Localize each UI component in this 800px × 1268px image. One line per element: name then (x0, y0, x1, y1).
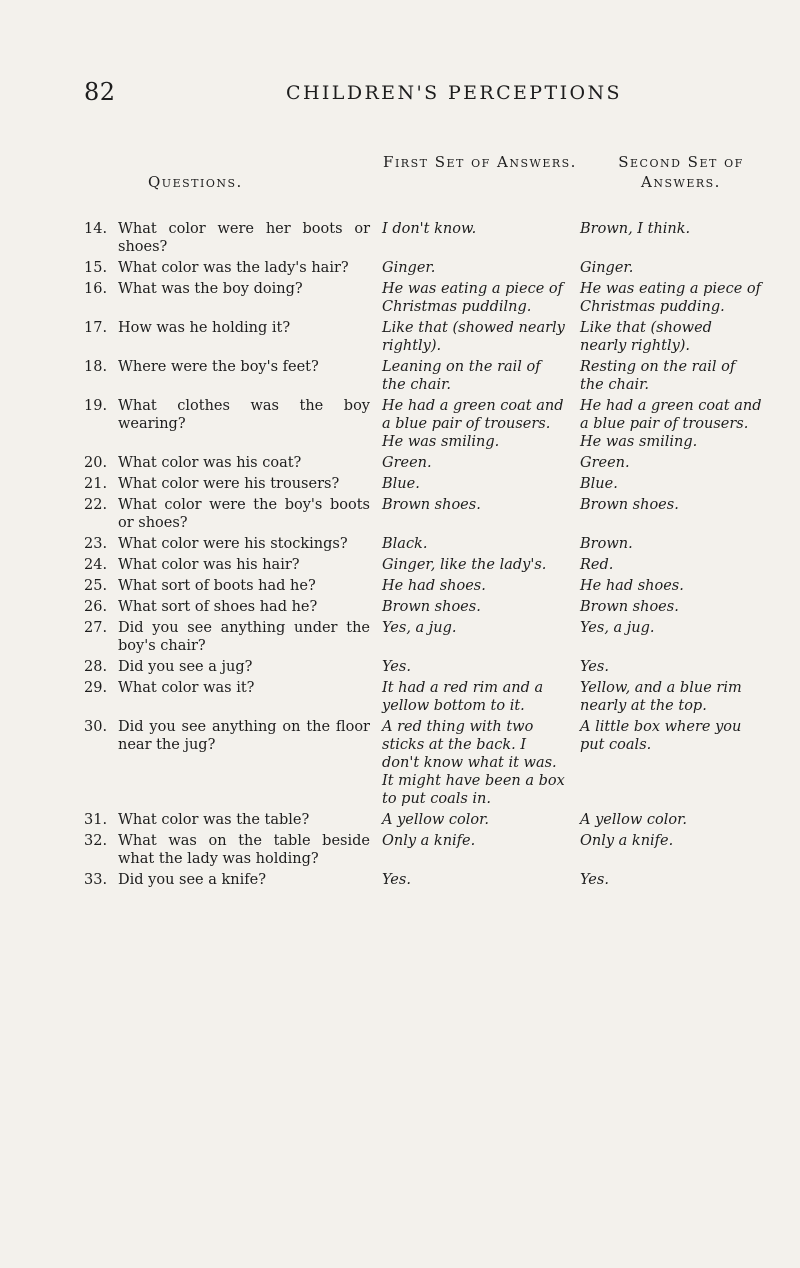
first-set-column-header: First Set of Answers. (383, 153, 577, 171)
question-text: Where were the boy's feet? (118, 359, 319, 375)
second-answer: Yes. (580, 659, 609, 675)
question-number: 18. (84, 359, 108, 375)
first-answer: Yes. (382, 872, 411, 888)
question-text: What color were his trousers? (118, 476, 340, 492)
first-answer: Green. (382, 455, 432, 471)
table-row (84, 535, 746, 553)
column-headers (92, 152, 746, 192)
question-text: What color was the lady's hair? (118, 260, 349, 276)
question-number: 15. (84, 260, 108, 276)
question-text: How was he holding it? (118, 320, 291, 336)
table-row (84, 358, 746, 394)
first-answer: I don't know. (382, 221, 477, 237)
question-number: 24. (84, 557, 108, 573)
question-number: 27. (84, 620, 108, 636)
first-answer: Leaning on the rail of the chair. (382, 359, 541, 393)
table-row (84, 454, 746, 472)
question-text: What clothes was the boy wearing? (118, 398, 370, 432)
question-text: What sort of boots had he? (118, 578, 316, 594)
first-answer: A red thing with two sticks at the back. I don't know what it was. It might have been a box to put coals in. (382, 719, 565, 807)
first-answer: Ginger. (382, 260, 436, 276)
question-number: 30. (84, 719, 108, 735)
first-answer: Blue. (382, 476, 420, 492)
second-answer: Blue. (580, 476, 618, 492)
question-number: 17. (84, 320, 108, 336)
question-number: 32. (84, 833, 108, 849)
table-row (84, 259, 746, 277)
page-number: 82 (84, 78, 116, 106)
first-answer: Only a knife. (382, 833, 476, 849)
first-answer: Black. (382, 536, 428, 552)
question-text: What color were the boy's boots or shoes? (118, 497, 370, 531)
second-answer: Like that (showed nearly rightly). (580, 320, 712, 354)
second-answer: Brown, I think. (580, 221, 691, 237)
question-answer-table (84, 220, 762, 889)
first-answer: Ginger, like the lady's. (382, 557, 547, 573)
second-answer: Green. (580, 455, 630, 471)
question-number: 29. (84, 680, 108, 696)
first-answer: He had shoes. (382, 578, 486, 594)
question-text: Did you see a jug? (118, 659, 253, 675)
table-row (84, 220, 746, 256)
table-row (84, 556, 746, 574)
question-number: 26. (84, 599, 108, 615)
second-answer: A little box where you put coals. (580, 719, 742, 753)
second-answer: Yes, a jug. (580, 620, 655, 636)
question-number: 21. (84, 476, 108, 492)
second-answer: Resting on the rail of the chair. (580, 359, 736, 393)
running-title: CHILDREN'S PERCEPTIONS (286, 82, 622, 104)
table-row (84, 811, 746, 829)
table-row (84, 598, 746, 616)
table-row (84, 577, 746, 595)
second-answer: Only a knife. (580, 833, 674, 849)
table-row (84, 718, 746, 808)
question-number: 22. (84, 497, 108, 513)
table-row (84, 496, 746, 532)
first-answer: Yes. (382, 659, 411, 675)
first-answer: It had a red rim and a yellow bottom to it. (382, 680, 544, 714)
table-row (84, 871, 746, 889)
second-answer: A yellow color. (580, 812, 688, 828)
second-answer: Brown. (580, 536, 633, 552)
table-row (84, 319, 746, 355)
first-answer: He had a green coat and a blue pair of trousers. He was smiling. (382, 398, 564, 450)
question-number: 33. (84, 872, 108, 888)
question-number: 20. (84, 455, 108, 471)
table-row (84, 475, 746, 493)
second-answer: He had a green coat and a blue pair of trousers. He was smiling. (580, 398, 762, 450)
question-text: Did you see a knife? (118, 872, 266, 888)
question-text: Did you see anything under the boy's chair? (118, 620, 370, 654)
question-number: 14. (84, 221, 108, 237)
question-number: 31. (84, 812, 108, 828)
second-answer: Brown shoes. (580, 599, 679, 615)
first-answer: A yellow color. (382, 812, 490, 828)
second-answer: He was eating a piece of Christmas pudding. (580, 281, 762, 315)
table-row (84, 397, 762, 451)
question-text: What color were his stockings? (118, 536, 348, 552)
second-answer: Yes. (580, 872, 609, 888)
question-number: 19. (84, 398, 108, 414)
second-set-column-header: Second Set of Answers. (618, 153, 744, 191)
question-text: What color was it? (118, 680, 255, 696)
first-answer: Like that (showed nearly rightly). (382, 320, 565, 354)
table-row (84, 619, 746, 655)
question-number: 16. (84, 281, 108, 297)
table-row (84, 679, 746, 715)
second-answer: Brown shoes. (580, 497, 679, 513)
first-answer: Brown shoes. (382, 497, 481, 513)
second-answer: Red. (580, 557, 614, 573)
question-text: What color was his hair? (118, 557, 300, 573)
second-answer: He had shoes. (580, 578, 684, 594)
first-answer: He was eating a piece of Christmas puddilng. (382, 281, 564, 315)
table-row (84, 280, 762, 316)
questions-column-header: Questions. (148, 173, 243, 191)
question-number: 23. (84, 536, 108, 552)
question-text: Did you see anything on the floor near the jug? (118, 719, 370, 753)
first-answer: Brown shoes. (382, 599, 481, 615)
first-answer: Yes, a jug. (382, 620, 457, 636)
table-row (84, 658, 746, 676)
question-text: What sort of shoes had he? (118, 599, 318, 615)
question-text: What color was the table? (118, 812, 310, 828)
table-row (84, 832, 746, 868)
question-text: What color were her boots or shoes? (118, 221, 370, 255)
second-answer: Ginger. (580, 260, 634, 276)
question-text: What was on the table beside what the lady was holding? (118, 833, 370, 867)
second-answer: Yellow, and a blue rim nearly at the top. (580, 680, 742, 714)
question-number: 25. (84, 578, 108, 594)
question-text: What color was his coat? (118, 455, 302, 471)
page-header (84, 78, 746, 118)
question-text: What was the boy doing? (118, 281, 303, 297)
question-number: 28. (84, 659, 108, 675)
